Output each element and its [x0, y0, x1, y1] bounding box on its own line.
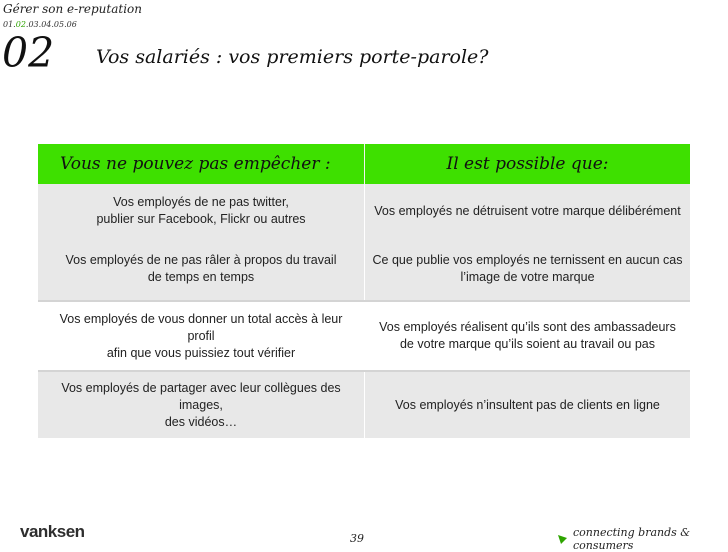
table-cell-right	[365, 372, 690, 438]
cell-line: afin que vous puissiez tout vérifier	[106, 345, 296, 360]
table-row	[38, 238, 690, 302]
table-row	[38, 372, 690, 438]
cell-line: de votre marque qu’ils soient au travail ou pas	[399, 337, 655, 351]
table-cell-right	[365, 184, 690, 238]
cell-line: Vos employés de ne pas twitter,	[113, 195, 289, 209]
cell-line: images,	[179, 397, 223, 412]
cell-line: de temps en temps	[147, 270, 255, 284]
table-cell-left	[38, 372, 365, 438]
column-header-possible: Il est possible que:	[446, 153, 609, 174]
cell-line: Vos employés de partager avec leur collègues des	[61, 380, 341, 395]
table-cell-left	[38, 238, 365, 300]
table-header-row	[38, 144, 690, 184]
table-row	[38, 302, 690, 372]
cell-line: profil	[187, 328, 215, 343]
table-cell-right	[365, 238, 690, 300]
table-cell-left	[38, 302, 365, 370]
cell-line: Vos employés ne détruisent votre marque délibérément	[374, 203, 681, 218]
table-cell-left	[38, 184, 365, 238]
cell-line: publier sur Facebook, Flickr ou autres	[96, 212, 306, 226]
section-number: 02	[2, 29, 55, 77]
presentation-title: Gérer son e-reputation	[3, 2, 142, 16]
breadcrumb-current: 02	[15, 20, 26, 29]
cell-line: Vos employés de ne pas râler à propos du travail	[65, 253, 337, 267]
green-triangle-icon	[558, 535, 567, 544]
cell-line: Vos employés n’insultent pas de clients en ligne	[395, 397, 660, 412]
column-header-cannot-prevent: Vous ne pouvez pas empêcher :	[38, 144, 365, 184]
comparison-table	[38, 144, 690, 438]
table-cell-right	[365, 302, 690, 370]
page-title: Vos salariés : vos premiers porte-parole?	[96, 46, 489, 68]
page-number: 39	[350, 532, 364, 545]
tagline-text: connecting brands & consumers	[573, 526, 691, 552]
table-row	[38, 184, 690, 238]
tagline	[558, 526, 728, 552]
cell-line: Vos employés de vous donner un total accès à leur	[59, 311, 343, 326]
vanksen-logo: vanksen	[20, 522, 85, 541]
section-breadcrumb	[3, 20, 77, 29]
cell-line: Vos employés réalisent qu’ils sont des ambassadeurs	[379, 320, 676, 334]
breadcrumb-before: 01.	[3, 20, 16, 29]
cell-line: des vidéos…	[164, 414, 238, 429]
cell-line: Ce que publie vos employés ne ternissent en aucun cas	[372, 253, 683, 267]
breadcrumb-after: .03.04.05.06	[25, 20, 77, 29]
cell-line: l’image de votre marque	[460, 270, 595, 284]
